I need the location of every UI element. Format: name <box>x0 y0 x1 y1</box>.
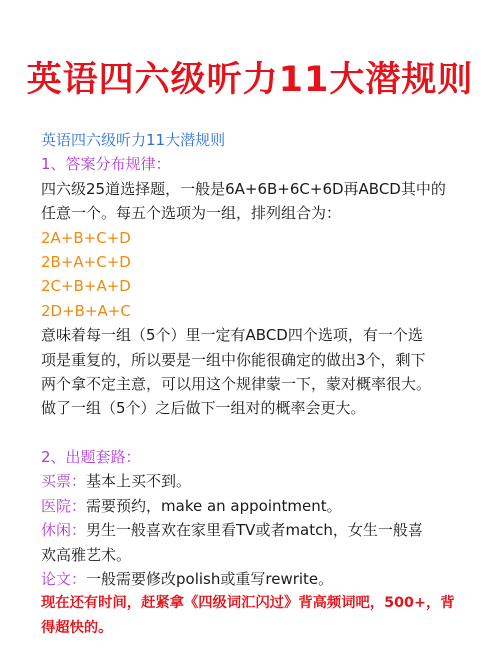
page-title: 英语四六级听力11大潜规则 <box>26 60 474 100</box>
section1-explain-line: 项是重复的，所以要是一组中你能很确定的做出3个，剩下 <box>41 350 426 369</box>
tip-text: 基本上买不到。 <box>86 472 192 491</box>
section1-heading: 1、答案分布规律： <box>41 155 171 174</box>
tip-item <box>41 518 466 542</box>
tip-item <box>41 494 466 518</box>
tip-text: 一般需要修改polish或重写rewrite。 <box>86 569 334 588</box>
combo-item: 2B+A+C+D <box>41 253 131 272</box>
tip-text-continued: 欢高雅艺术。 <box>41 545 132 564</box>
section1-explain-line: 做了一组（5个）之后做下一组对的概率会更大。 <box>41 399 366 418</box>
tip-label: 医院： <box>41 496 87 515</box>
tip-label: 买票： <box>41 472 87 491</box>
combo-item: 2A+B+C+D <box>41 228 131 247</box>
article-body <box>41 128 466 640</box>
tip-item <box>41 469 466 493</box>
section2-heading: 2、出题套路： <box>41 447 141 466</box>
tip-item <box>41 567 466 591</box>
combo-item: 2C+B+A+D <box>41 277 131 296</box>
footer-note: 现在还有时间，赶紧拿《四级词汇闪过》背高频词吧，500+，背 <box>41 595 455 612</box>
section1-intro-line: 四六级25道选择题，一般是6A+6B+6C+6D再ABCD其中的 <box>41 179 446 198</box>
section1-intro-line: 任意一个。每五个选项为一组，排列组合为： <box>41 204 342 223</box>
combo-item: 2D+B+A+C <box>41 301 131 320</box>
tip-label: 论文： <box>41 569 87 588</box>
spacer <box>41 421 466 445</box>
subtitle: 英语四六级听力11大潜规则 <box>41 131 226 149</box>
tip-label: 休闲： <box>41 521 87 540</box>
section1-explain-line: 两个拿不定主意，可以用这个规律蒙一下，蒙对概率很大。 <box>41 375 432 394</box>
tip-text: 需要预约，make an appointment。 <box>86 496 342 515</box>
section1-explain-line: 意味着每一组（5个）里一定有ABCD四个选项，有一个选 <box>41 326 423 345</box>
footer-note: 得超快的。 <box>41 619 113 636</box>
tip-text: 男生一般喜欢在家里看TV或者match，女生一般喜 <box>86 521 423 540</box>
